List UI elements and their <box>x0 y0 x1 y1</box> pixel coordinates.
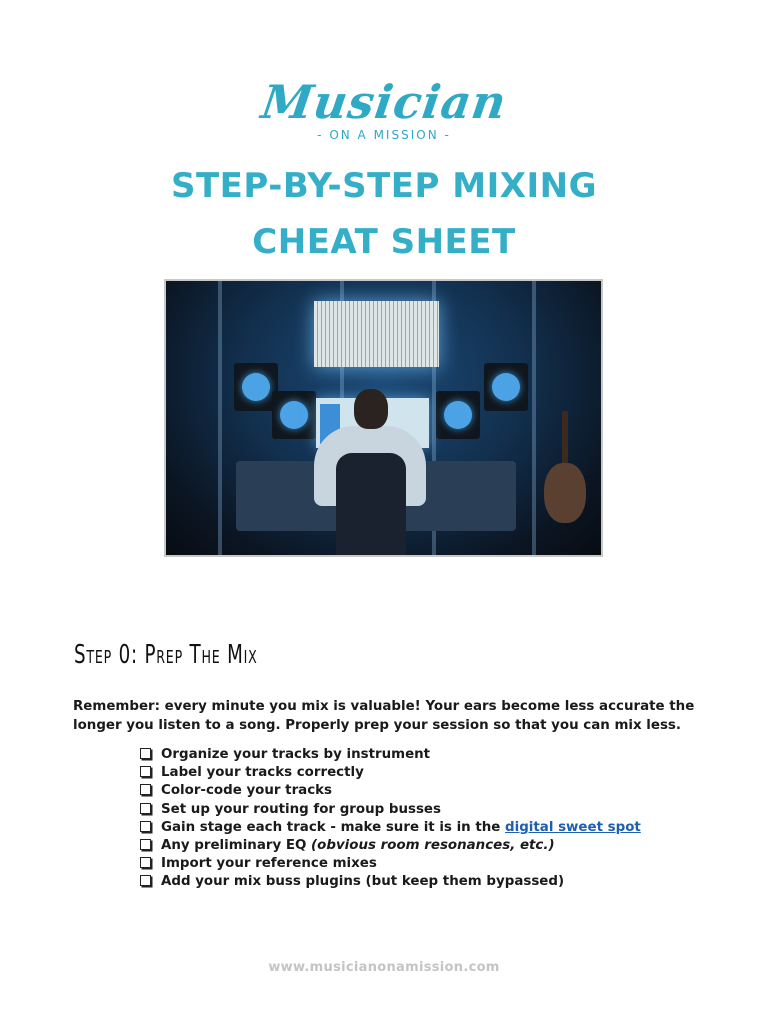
checkbox-icon[interactable] <box>140 766 151 777</box>
person-head <box>354 389 388 429</box>
checklist-item: Set up your routing for group busses <box>140 801 641 819</box>
checklist-item: Label your tracks correctly <box>140 764 641 782</box>
wall-panel-edge <box>532 281 536 555</box>
guitar-neck <box>562 411 568 471</box>
logo-subtitle: - ON A MISSION - <box>317 128 451 142</box>
checklist-item: Organize your tracks by instrument <box>140 746 641 764</box>
checklist-item: Color-code your tracks <box>140 782 641 800</box>
digital-sweet-spot-link[interactable]: digital sweet spot <box>505 819 641 835</box>
checkbox-icon[interactable] <box>140 839 151 850</box>
checklist-item-note: (obvious room resonances, etc.) <box>311 838 555 854</box>
checklist-item: Add your mix buss plugins (but keep them bypassed) <box>140 873 641 891</box>
speaker-left <box>272 391 316 439</box>
chair <box>336 453 406 557</box>
brand-logo <box>0 75 768 142</box>
acoustic-guitar <box>544 463 586 523</box>
logo-script-text: Musician <box>257 75 511 129</box>
checkbox-icon[interactable] <box>140 748 151 759</box>
checklist-item: Import your reference mixes <box>140 855 641 873</box>
speaker-right <box>436 391 480 439</box>
checkbox-icon[interactable] <box>140 784 151 795</box>
speaker-right-top <box>484 363 528 411</box>
checklist-item: Gain stage each track - make sure it is in the digital sweet spot <box>140 819 641 837</box>
intro-paragraph: Remember: every minute you mix is valuable! Your ears become less accurate the longer you listen to a song. Properly prep your session so that you can mix less. <box>73 699 695 733</box>
page-title-line-2: CHEAT SHEET <box>252 222 516 262</box>
checkbox-icon[interactable] <box>140 857 151 868</box>
page-title-line-1: STEP-BY-STEP MIXING <box>171 166 597 206</box>
checkbox-icon[interactable] <box>140 803 151 814</box>
checkbox-icon[interactable] <box>140 821 151 832</box>
studio-photo <box>164 279 603 557</box>
footer-website-url[interactable]: www.musicianonamission.com <box>268 960 500 975</box>
section-heading: Step 0: Prep The Mix <box>74 640 258 670</box>
wall-panel-edge <box>218 281 222 555</box>
checkbox-icon[interactable] <box>140 875 151 886</box>
prep-checklist <box>140 746 641 892</box>
large-monitor-mixer-view <box>314 301 439 367</box>
checklist-item: Any preliminary EQ (obvious room resonances, etc.) <box>140 837 641 855</box>
